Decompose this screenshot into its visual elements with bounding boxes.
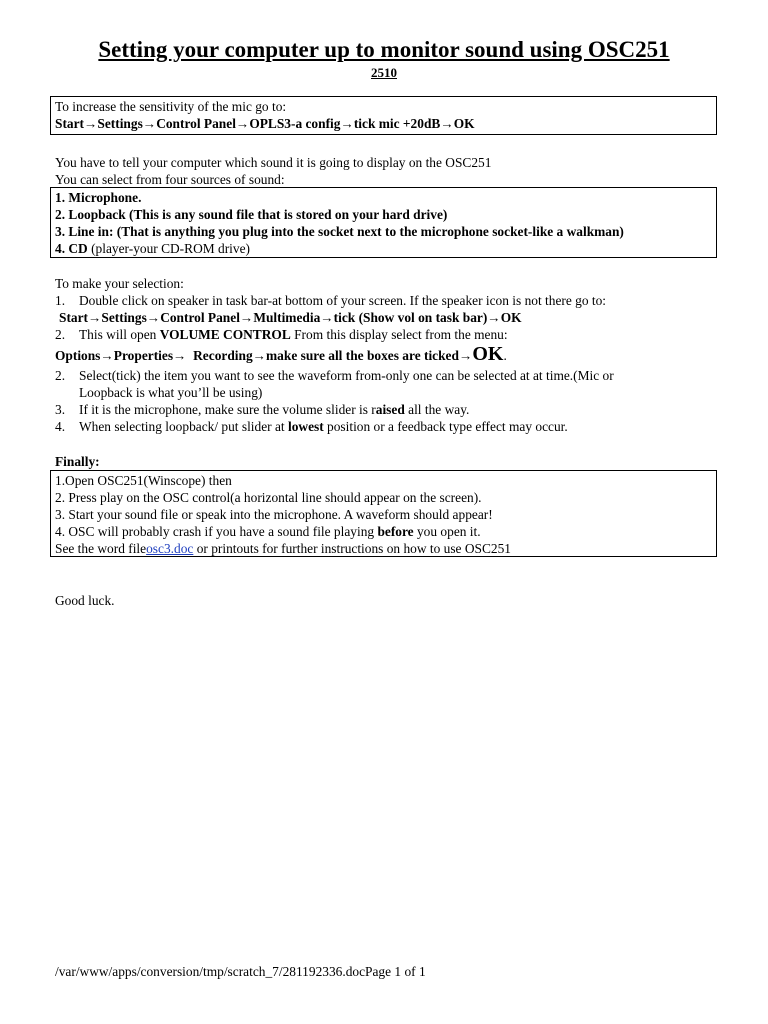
speaker-path <box>55 309 725 326</box>
osc3-doc-link[interactable]: osc3.doc <box>146 541 194 556</box>
step-text: From this display select from the menu: <box>290 327 508 342</box>
finally-line: 2. Press play on the OSC control(a horizontal line should appear on the screen). <box>55 490 482 505</box>
list-item <box>55 326 725 343</box>
list-item <box>55 367 725 401</box>
path-step: tick (Show vol on task bar) <box>333 310 488 325</box>
path-step: OK <box>500 310 522 325</box>
step-text: position or a feedback type effect may occur. <box>323 419 568 434</box>
arrow-right-icon: → <box>458 348 473 363</box>
step-number: 2. <box>55 327 66 342</box>
source-item: 2. Loopback (This is any sound file that is stored on your hard drive) <box>55 207 448 222</box>
step-text: Loopback is what you’ll be using) <box>79 385 263 400</box>
path-step: Settings <box>101 310 147 325</box>
intro-line: You can select from four sources of sound: <box>55 172 285 187</box>
path-step: Start <box>55 116 85 131</box>
list-item <box>55 418 725 435</box>
path-step: OPLS3-a config <box>249 116 341 131</box>
finally-box <box>50 470 717 557</box>
source-item-text: (player-your CD-ROM drive) <box>87 241 250 256</box>
path-step: tick mic +20dB <box>353 116 441 131</box>
finally-line: 3. Start your sound file or speak into the microphone. A waveform should appear! <box>55 507 493 522</box>
step-number: 2. <box>55 368 66 383</box>
finally-text: 4. OSC will probably crash if you have a sound file playing <box>55 524 378 539</box>
finally-line <box>55 523 712 540</box>
source-item: 3. Line in: (That is anything you plug into the socket next to the microphone socket-like a walkman) <box>55 224 624 239</box>
path-step: OK <box>453 116 475 131</box>
finally-text: you open it. <box>413 524 481 539</box>
path-step: make sure all the boxes are ticked <box>266 348 459 363</box>
selection-steps-continued <box>55 326 725 343</box>
list-item <box>55 401 725 418</box>
intro-line: You have to tell your computer which sound it is going to display on the OSC251 <box>55 155 492 170</box>
arrow-right-icon: → <box>88 310 102 325</box>
source-item <box>55 240 712 257</box>
section-heading: To make your selection: <box>55 276 184 291</box>
arrow-right-icon: → <box>320 310 334 325</box>
mic-box-intro: To increase the sensitivity of the mic go to: <box>55 99 287 114</box>
mic-box-path <box>55 115 712 132</box>
selection-steps-final <box>55 367 725 435</box>
path-step: Control Panel <box>156 116 236 131</box>
path-step: Properties <box>113 348 174 363</box>
arrow-right-icon: → <box>440 116 454 131</box>
arrow-right-icon: → <box>239 310 254 325</box>
document-subtitle: 2510 <box>371 65 397 80</box>
step-text-bold: lowest <box>287 419 324 434</box>
step-text: all the way. <box>404 402 470 417</box>
finally-line: 1.Open OSC251(Winscope) then <box>55 473 232 488</box>
finally-text: See the word file <box>55 541 147 556</box>
document-title: Setting your computer up to monitor sound using OSC251 <box>98 37 670 62</box>
arrow-right-icon: → <box>235 116 250 131</box>
path-step-ok: OK <box>472 343 504 365</box>
path-step: Options <box>55 348 101 363</box>
step-number: 3. <box>55 402 66 417</box>
source-item: 1. Microphone. <box>55 190 142 205</box>
source-item-number: 4. CD <box>55 241 88 256</box>
path-step: Recording <box>186 348 253 363</box>
finally-text: or printouts for further instructions on how to use OSC251 <box>193 541 511 556</box>
step-text: Double click on speaker in task bar-at bottom of your screen. If the speaker icon is not there go to: <box>79 293 607 308</box>
arrow-right-icon: → <box>340 116 354 131</box>
path-step: Settings <box>97 116 143 131</box>
step-number: 4. <box>55 419 66 434</box>
step-text-bold: VOLUME CONTROL <box>159 327 291 342</box>
arrow-right-icon: → <box>84 116 98 131</box>
step-text: Select(tick) the item you want to see the waveform from-only one can be selected at at time.(Mic or <box>79 368 614 383</box>
finally-heading: Finally: <box>55 454 100 469</box>
selection-steps <box>55 292 725 309</box>
step-number: 1. <box>55 293 66 308</box>
path-step: Control Panel <box>160 310 240 325</box>
path-end: . <box>503 348 507 363</box>
step-text-bold: aised <box>375 402 405 417</box>
path-step: Start <box>59 310 89 325</box>
step-text: This will open <box>79 327 160 342</box>
arrow-right-icon: → <box>173 348 187 363</box>
closing-text: Good luck. <box>55 593 115 608</box>
step-text: When selecting loopback/ put slider at <box>79 419 288 434</box>
recording-path <box>55 343 725 367</box>
step-text: If it is the microphone, make sure the volume slider is r <box>79 402 376 417</box>
path-step: Multimedia <box>253 310 321 325</box>
intro-text <box>55 154 725 188</box>
sound-sources-box <box>50 187 717 258</box>
arrow-right-icon: → <box>252 348 267 363</box>
list-item <box>55 292 725 309</box>
arrow-right-icon: → <box>487 310 501 325</box>
page-footer: /var/www/apps/conversion/tmp/scratch_7/281192336.docPage 1 of 1 <box>55 964 426 979</box>
arrow-right-icon: → <box>100 348 114 363</box>
arrow-right-icon: → <box>142 116 157 131</box>
mic-sensitivity-box <box>50 96 717 135</box>
finally-line <box>55 540 712 557</box>
finally-text-bold: before <box>377 524 414 539</box>
arrow-right-icon: → <box>146 310 161 325</box>
selection-section <box>55 275 725 435</box>
